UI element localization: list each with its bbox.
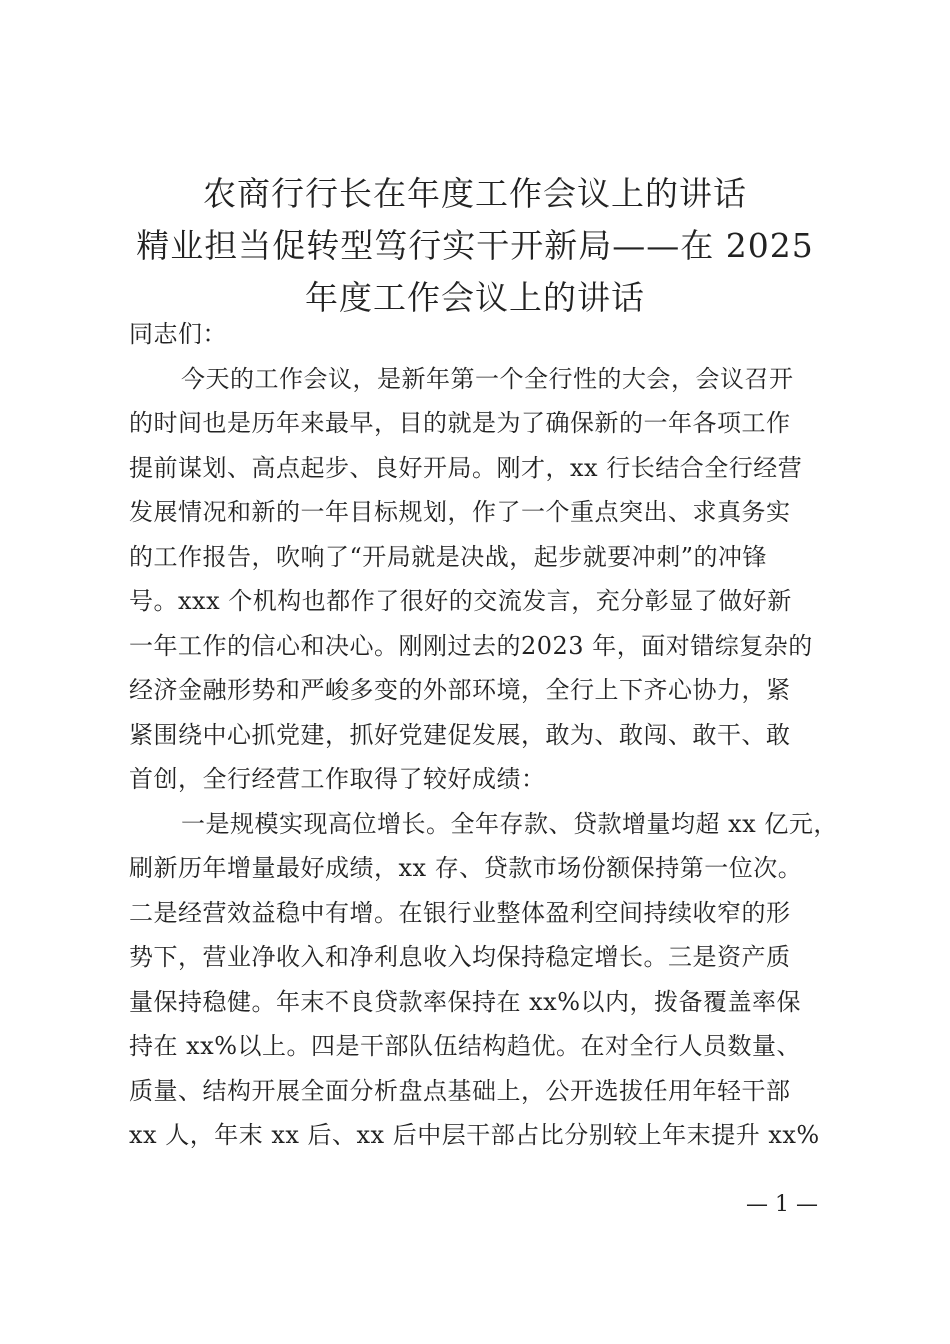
paragraph-line: 首创，全行经营工作取得了较好成绩： [129, 765, 546, 793]
paragraph-line: 量保持稳健。年末不良贷款率保持在 xx%以内，拨备覆盖率保 [129, 987, 802, 1016]
paragraph-line: 一是规模实现高位增长。全年存款、贷款增量均超 xx 亿元， [181, 809, 838, 838]
document-body [129, 312, 838, 1158]
title-line-2: 精业担当促转型笃行实干开新局——在 2025 [136, 226, 814, 265]
title-line-1: 农商行行长在年度工作会议上的讲话 [203, 174, 747, 213]
paragraph-line: xx 人，年末 xx 后、xx 后中层干部占比分别较上年末提升 xx% [129, 1121, 820, 1149]
paragraph-line: 号。xxx 个机构也都作了很好的交流发言，充分彰显了做好新 [129, 587, 792, 615]
title-line-3: 年度工作会议上的讲话 [305, 278, 645, 317]
paragraph-line: 刷新历年增量最好成绩，xx 存、贷款市场份额保持第一位次。 [129, 854, 803, 882]
paragraph-line: 二是经营效益稳中有增。在银行业整体盈利空间持续收窄的形 [129, 898, 791, 927]
paragraph-line: 紧围绕中心抓党建，抓好党建促发展，敢为、敢闯、敢干、敢 [129, 720, 791, 749]
paragraph-line: 的时间也是历年来最早，目的就是为了确保新的一年各项工作 [129, 409, 791, 437]
document-title [90, 168, 860, 324]
paragraph-line: 持在 xx%以上。四是干部队伍结构趋优。在对全行人员数量、 [129, 1032, 802, 1060]
paragraph-line: 的工作报告，吹响了“开局就是决战，起步就要冲刺”的冲锋 [129, 542, 768, 571]
salutation: 同志们： [129, 320, 227, 348]
paragraph-line: 势下，营业净收入和净利息收入均保持稳定增长。三是资产质 [129, 943, 791, 971]
paragraph-line: 发展情况和新的一年目标规划，作了一个重点突出、求真务实 [129, 498, 791, 526]
paragraph-line: 提前谋划、高点起步、良好开局。刚才，xx 行长结合全行经营 [129, 453, 803, 482]
paragraph-line: 质量、结构开展全面分析盘点基础上，公开选拔任用年轻干部 [129, 1076, 791, 1105]
paragraph-line: 经济金融形势和严峻多变的外部环境，全行上下齐心协力，紧 [129, 676, 791, 704]
page-number: — 1 — [746, 1192, 818, 1217]
paragraph-line: 今天的工作会议，是新年第一个全行性的大会，会议召开 [181, 364, 794, 393]
paragraph-line: 一年工作的信心和决心。刚刚过去的2023 年，面对错综复杂的 [129, 631, 813, 660]
